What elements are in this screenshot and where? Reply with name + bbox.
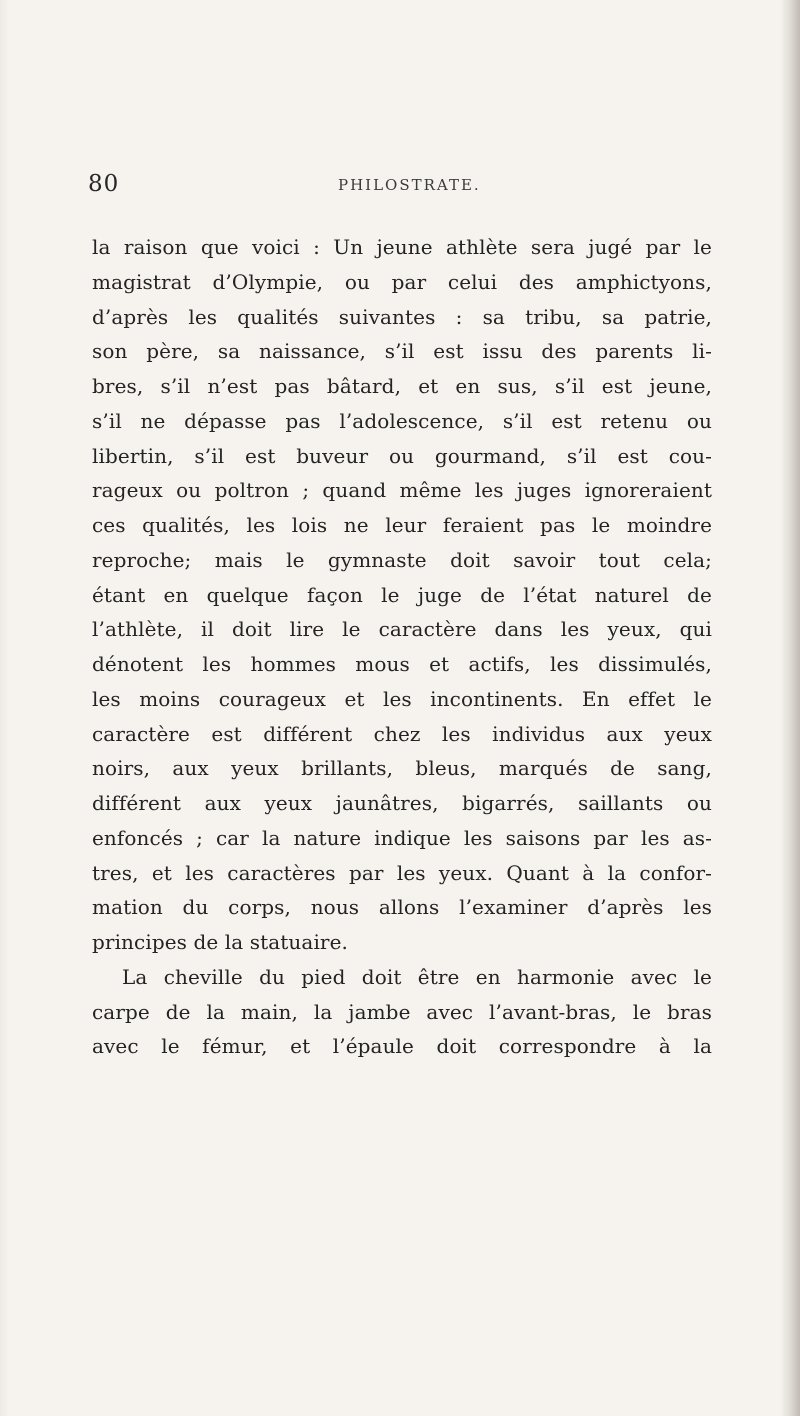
text-line: d’après les qualités suivantes : sa tribu, sa patrie, [92, 304, 712, 329]
page-header [88, 168, 708, 208]
page-left-shadow [0, 0, 10, 1416]
text-line: les moins courageux et les incontinents. En effet le [92, 686, 712, 711]
body-text [92, 230, 712, 1064]
text-line: bres, s’il n’est pas bâtard, et en sus, s’il est jeune, [92, 374, 712, 398]
text-line: rageux ou poltron ; quand même les juges ignoreraient [92, 478, 712, 503]
text-line: magistrat d’Olympie, ou par celui des amphictyons, [92, 269, 712, 294]
text-line: tres, et les caractères par les yeux. Quant à la confor- [92, 860, 712, 885]
page-binding-shadow [780, 0, 800, 1416]
text-line: carpe de la main, la jambe avec l’avant-bras, le bras [92, 999, 712, 1024]
running-title: PHILOSTRATE. [338, 176, 481, 194]
text-line: mation du corps, nous allons l’examiner d’après les [92, 895, 712, 920]
text-line-paragraph-start: La cheville du pied doit être en harmonie avec le [122, 964, 712, 989]
text-line: étant en quelque façon le juge de l’état naturel de [92, 582, 712, 607]
text-line: ces qualités, les lois ne leur feraient pas le moindre [92, 513, 712, 537]
text-line: dénotent les hommes mous et actifs, les dissimulés, [92, 652, 712, 676]
text-line-paragraph-end: principes de la statuaire. [92, 930, 348, 954]
text-line: s’il ne dépasse pas l’adolescence, s’il est retenu ou [92, 408, 712, 433]
text-line: noirs, aux yeux brillants, bleus, marqués de sang, [92, 756, 712, 781]
page-number: 80 [88, 171, 120, 197]
text-line: avec le fémur, et l’épaule doit correspondre à la [92, 1034, 712, 1059]
text-line: différent aux yeux jaunâtres, bigarrés, saillants ou [92, 791, 712, 815]
text-line: libertin, s’il est buveur ou gourmand, s’il est cou- [92, 443, 712, 468]
text-line: son père, sa naissance, s’il est issu des parents li- [92, 339, 712, 364]
text-line: reproche; mais le gymnaste doit savoir tout cela; [92, 547, 712, 572]
text-line: l’athlète, il doit lire le caractère dans les yeux, qui [92, 617, 712, 642]
text-line: enfoncés ; car la nature indique les saisons par les as- [92, 825, 712, 850]
text-line: caractère est différent chez les individus aux yeux [92, 721, 712, 746]
text-line: la raison que voici : Un jeune athlète sera jugé par le [92, 235, 712, 259]
